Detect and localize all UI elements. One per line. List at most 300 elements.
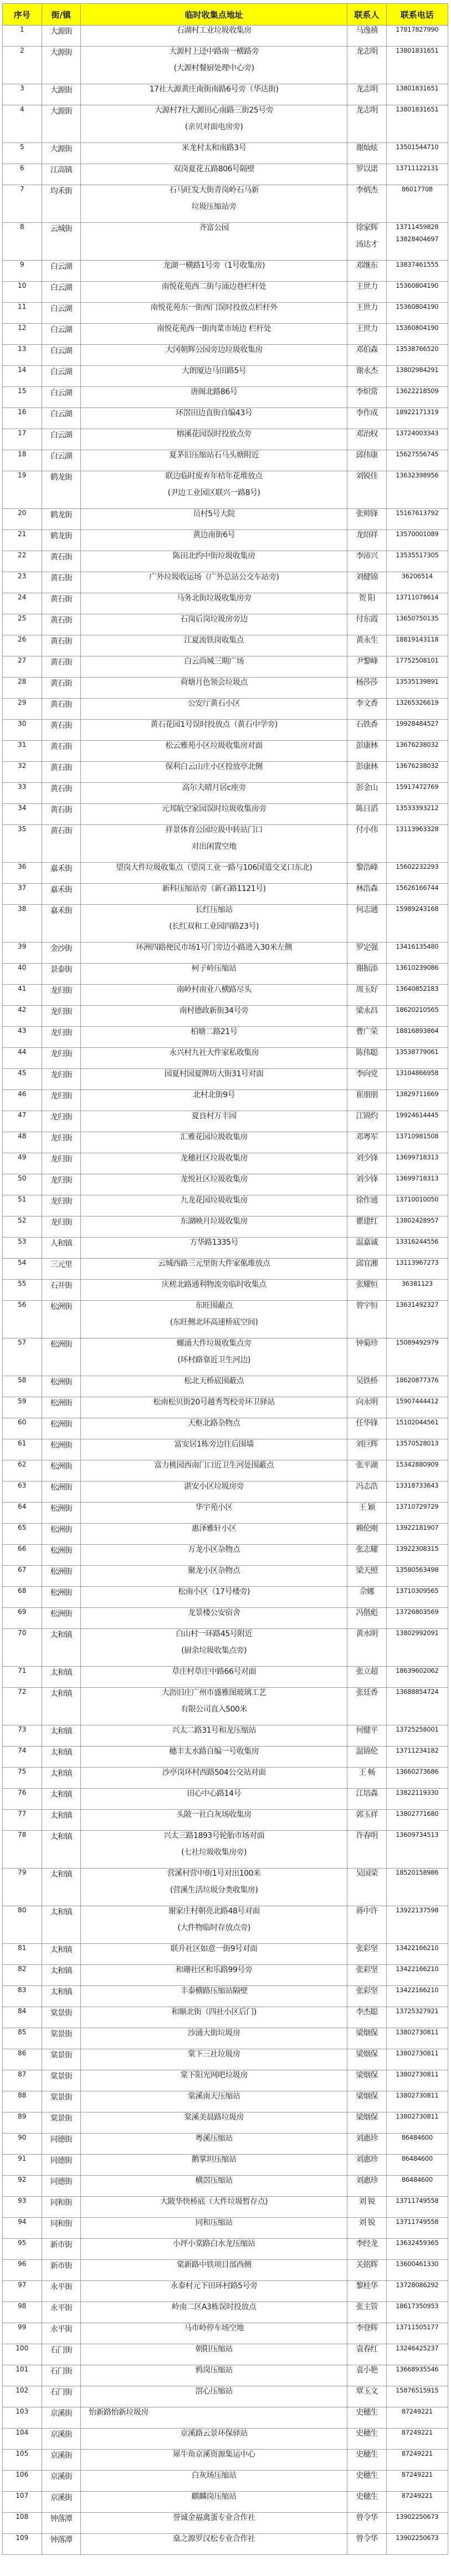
address-cell: [81, 1048, 347, 1069]
serial-no-cell: 82: [3, 1965, 42, 1986]
phone-number: 13711122131: [396, 164, 439, 172]
table-row: [3, 1027, 448, 1048]
contact-person-cell: [347, 635, 387, 656]
contact-name: 张主管: [356, 2303, 378, 2312]
phone-number: 13668935546: [396, 2365, 439, 2373]
serial-no-cell: 43: [3, 1027, 42, 1048]
contact-phone-cell: [386, 26, 448, 47]
contact-person-cell: [347, 2492, 387, 2513]
address-cell: [81, 105, 347, 143]
address-line: 同和压缩站: [195, 2218, 233, 2227]
address-line: 营溪村营中街1号对出100米: [167, 1869, 261, 1878]
contact-name: 龙志明: [356, 106, 378, 115]
address-line: 大朗厦边马田路5号: [181, 366, 247, 375]
street-town-cell: 京溪街: [42, 2407, 81, 2429]
street-town-cell: 鹤龙街: [42, 509, 81, 530]
street-town-cell: 龙归街: [42, 1006, 81, 1027]
contact-phone-cell: [386, 720, 448, 741]
table-row: [3, 1503, 448, 1524]
table-row: [3, 614, 448, 635]
phone-number: 13728086292: [396, 2281, 439, 2289]
contact-name: 赖伦刚: [356, 1524, 378, 1533]
address-line: 鸦岗压缩站: [195, 2366, 233, 2375]
address-line: 大冈朝辉公园旁边垃圾收集房: [165, 345, 263, 354]
contact-name: 袁小艳: [356, 2366, 378, 2375]
table-row: [3, 2365, 448, 2386]
phone-number: 87249221: [401, 2492, 433, 2499]
table-row: [3, 985, 448, 1006]
street-town-cell: 石井街: [42, 1280, 81, 1301]
table-row: [3, 105, 448, 143]
phone-number: 13802984291: [396, 366, 439, 374]
table-row: [3, 2091, 448, 2112]
street-town-cell: 太和镇: [42, 1906, 81, 1944]
address-cell: [81, 1587, 347, 1608]
address-cell: [81, 509, 347, 530]
address-line: 九龙花园垃圾收集房: [180, 1196, 248, 1205]
serial-no-cell: 101: [3, 2365, 42, 2386]
street-town-cell: 龙归街: [42, 1048, 81, 1069]
serial-no-cell: 35: [3, 825, 42, 863]
contact-person-cell: [347, 1376, 387, 1397]
serial-no-cell: 49: [3, 1153, 42, 1174]
address-cell: [81, 2344, 347, 2365]
contact-name: 王世力: [356, 324, 378, 333]
address-cell: [81, 1238, 347, 1259]
serial-no-cell: 64: [3, 1503, 42, 1524]
table-row: [3, 408, 448, 429]
address-cell: [81, 1629, 347, 1667]
contact-phone-cell: [386, 1338, 448, 1376]
serial-no-cell: 51: [3, 1195, 42, 1216]
contact-phone-cell: [386, 1418, 448, 1439]
phone-number: 15360804190: [396, 303, 439, 310]
street-town-cell: 龙归街: [42, 1090, 81, 1111]
address-line: 南悦花苑东一街西门误时投放点栏杆外: [150, 303, 278, 312]
phone-number: 13535517305: [396, 551, 439, 559]
contact-person-cell: [347, 429, 387, 450]
phone-number: 13501544710: [396, 143, 439, 151]
table-row: [3, 1869, 448, 1906]
street-town-cell: 黄石街: [42, 825, 81, 863]
contact-person-cell: [347, 1027, 387, 1048]
street-town-cell: 江高镇: [42, 164, 81, 185]
contact-person-cell: [347, 1524, 387, 1545]
table-row: [3, 1195, 448, 1216]
serial-no-cell: 40: [3, 964, 42, 985]
serial-no-cell: 105: [3, 2450, 42, 2471]
table-row: [3, 656, 448, 678]
phone-number: 17817827990: [396, 26, 439, 33]
serial-no-cell: 28: [3, 678, 42, 699]
table-row: [3, 2112, 448, 2134]
address-line: 鹅掌坦压缩站: [191, 2155, 237, 2164]
address-line: 犀牛角京溪资源集运中心: [172, 2450, 255, 2459]
street-town-cell: 永平街: [42, 2302, 81, 2323]
table-row: [3, 2323, 448, 2344]
contact-phone-cell: [386, 614, 448, 635]
address-line: 京溪路云景环保驿站: [180, 2429, 248, 2438]
table-row: [3, 2429, 448, 2450]
address-line: 怡新路怡新垃圾房: [89, 2408, 149, 2417]
street-town-cell: 石门街: [42, 2386, 81, 2407]
table-row: [3, 1301, 448, 1338]
header-address: 临时收集点地址: [81, 4, 347, 26]
street-town-cell: 龙归街: [42, 1195, 81, 1216]
contact-name: 刘少锋: [356, 1175, 378, 1184]
address-cell: [81, 2323, 347, 2344]
street-town-cell: 黄石街: [42, 783, 81, 804]
serial-no-cell: 93: [3, 2197, 42, 2218]
table-body: [3, 26, 448, 2555]
contact-person-cell: [347, 2534, 387, 2555]
address-cell: [81, 1153, 347, 1174]
phone-number: 18639602062: [396, 1667, 439, 1674]
table-row: [3, 1524, 448, 1545]
contact-name: 李向党: [356, 1070, 378, 1078]
street-town-cell: 松洲街: [42, 1503, 81, 1524]
phone-number: 13710010050: [396, 1195, 439, 1203]
contact-name: 杨莎莎: [356, 678, 378, 687]
table-row: [3, 905, 448, 943]
contact-person-cell: [347, 1747, 387, 1768]
contact-person-cell: [347, 2112, 387, 2134]
serial-no-cell: 81: [3, 1944, 42, 1965]
address-cell: [81, 635, 347, 656]
street-town-cell: 龙归街: [42, 1132, 81, 1153]
contact-phone-cell: [386, 185, 448, 223]
table-row: [3, 1132, 448, 1153]
contact-phone-cell: [386, 1725, 448, 1747]
street-town-cell: 太和镇: [42, 1831, 81, 1869]
serial-no-cell: 46: [3, 1090, 42, 1111]
address-line: (大源村餐厨处理中心旁): [173, 64, 254, 73]
address-line: 米龙村太和南路3号: [181, 144, 247, 152]
address-cell: [81, 26, 347, 47]
contact-phone-cell: [386, 1111, 448, 1132]
address-cell: [81, 1069, 347, 1090]
phone-number: 17752508101: [396, 656, 439, 664]
contact-person-cell: [347, 1768, 387, 1789]
table-row: [3, 324, 448, 345]
contact-phone-cell: [386, 1545, 448, 1566]
contact-person-cell: [347, 282, 387, 303]
serial-no-cell: 76: [3, 1789, 42, 1810]
phone-number: 13422166210: [396, 1944, 439, 1952]
serial-no-cell: 108: [3, 2513, 42, 2534]
contact-name: 邓伯森: [356, 345, 378, 354]
contact-name: 刘 锐: [358, 2197, 375, 2206]
table-row: [3, 1545, 448, 1566]
street-town-cell: 太和镇: [42, 1725, 81, 1747]
contact-name: 曾令华: [356, 2534, 378, 2543]
contact-person-cell: [347, 1831, 387, 1869]
contact-name: 彭金山: [356, 783, 378, 792]
serial-no-cell: 25: [3, 614, 42, 635]
header-contact-phone: 联系电话: [386, 4, 448, 26]
contact-phone-cell: [386, 1768, 448, 1789]
address-line: 石岗后岗垃圾房旁边: [180, 615, 248, 624]
serial-no-cell: 90: [3, 2134, 42, 2155]
contact-phone-cell: [386, 863, 448, 884]
phone-number: 13660273686: [396, 1768, 439, 1775]
contact-name: 徐家辉: [356, 223, 378, 232]
contact-name: 史穗生: [356, 2471, 378, 2480]
phone-number: 13609734513: [396, 1831, 439, 1839]
address-line: 螺涌大件垃圾收集点旁: [176, 1339, 252, 1348]
phone-number: 18816893864: [396, 1027, 439, 1035]
contact-phone-cell: [386, 1986, 448, 2007]
contact-person-cell: [347, 1965, 387, 1986]
address-cell: [81, 699, 347, 720]
phone-number: 13265326619: [396, 699, 439, 706]
phone-number: 13711459828: [396, 223, 439, 231]
address-line: 陈田北约中街垃圾收集房: [172, 552, 255, 561]
contact-person-cell: [347, 825, 387, 863]
phone-number: 13570001089: [396, 530, 439, 538]
contact-phone-cell: [386, 450, 448, 471]
contact-phone-cell: [386, 1238, 448, 1259]
phone-number: 13610239086: [396, 964, 439, 971]
street-town-cell: 景泰街: [42, 964, 81, 985]
address-cell: [81, 2513, 347, 2534]
address-cell: [81, 1006, 347, 1027]
phone-number: 86017708: [401, 185, 433, 193]
address-line: 方华路1335号: [189, 1238, 238, 1247]
contact-person-cell: [347, 1153, 387, 1174]
table-row: [3, 2386, 448, 2407]
address-cell: [81, 185, 347, 223]
phone-number: 13538766520: [396, 345, 439, 353]
contact-person-cell: [347, 47, 387, 84]
contact-person-cell: [347, 1338, 387, 1376]
contact-name: 黄永生: [356, 636, 378, 645]
serial-no-cell: 3: [3, 84, 42, 105]
address-cell: [81, 2155, 347, 2176]
contact-name: 林浩森: [356, 884, 378, 893]
serial-no-cell: 69: [3, 1608, 42, 1629]
address-cell: [81, 1965, 347, 1986]
table-row: [3, 1338, 448, 1376]
address-cell: [81, 1747, 347, 1768]
address-cell: [81, 1810, 347, 1831]
address-line: 麒麟岗压缩站: [191, 2492, 237, 2501]
contact-person-cell: [347, 324, 387, 345]
serial-no-cell: 84: [3, 2007, 42, 2028]
table-row: [3, 84, 448, 105]
street-town-cell: 嘉禾街: [42, 905, 81, 943]
serial-no-cell: 29: [3, 699, 42, 720]
contact-person-cell: [347, 164, 387, 185]
table-row: [3, 1397, 448, 1418]
contact-phone-cell: [386, 635, 448, 656]
contact-person-cell: [347, 593, 387, 614]
serial-no-cell: 109: [3, 2534, 42, 2555]
table-row: [3, 1482, 448, 1503]
address-line: 双岗夏花五路806号隔壁: [173, 165, 255, 174]
table-row: [3, 1418, 448, 1439]
contact-person-cell: [347, 1439, 387, 1460]
contact-phone-cell: [386, 1397, 448, 1418]
street-town-cell: 龙归街: [42, 1174, 81, 1195]
contact-phone-cell: [386, 884, 448, 905]
contact-name: 冯志浩: [356, 1482, 378, 1491]
street-town-cell: 太和镇: [42, 1944, 81, 1965]
table-row: [3, 678, 448, 699]
address-cell: [81, 1768, 347, 1789]
street-town-cell: 大源街: [42, 26, 81, 47]
address-cell: [81, 2007, 347, 2028]
contact-name: 覃玉文: [356, 2387, 378, 2396]
contact-phone-cell: [386, 2471, 448, 2492]
address-line: 棠溪美晨路垃圾房: [184, 2113, 244, 2122]
address-cell: [81, 1460, 347, 1482]
address-cell: [81, 1869, 347, 1906]
address-line: 南悦花苑西二街与涌边巷栏杆处: [161, 282, 266, 291]
serial-no-cell: 102: [3, 2386, 42, 2407]
contact-name: 梁天照: [356, 1566, 378, 1575]
address-cell: [81, 1667, 347, 1688]
street-town-cell: 黄石街: [42, 656, 81, 678]
phone-number: 13710309565: [396, 1587, 439, 1595]
contact-phone-cell: [386, 2239, 448, 2260]
contact-phone-cell: [386, 1667, 448, 1688]
table-row: [3, 1667, 448, 1688]
table-row: [3, 185, 448, 223]
contact-phone-cell: [386, 429, 448, 450]
street-town-cell: 永平街: [42, 2281, 81, 2302]
contact-phone-cell: [386, 2260, 448, 2281]
phone-number: 13710729729: [396, 1503, 439, 1510]
serial-no-cell: 88: [3, 2091, 42, 2112]
contact-name: 张彩坚: [356, 1987, 378, 1995]
contact-person-cell: [347, 1810, 387, 1831]
street-town-cell: 黄石街: [42, 593, 81, 614]
contact-person-cell: [347, 143, 387, 164]
phone-number: 87249221: [401, 2429, 433, 2436]
contact-phone-cell: [386, 1629, 448, 1667]
contact-name: 王 畅: [358, 1768, 375, 1777]
phone-number: 13710981508: [396, 1132, 439, 1140]
address-cell: [81, 303, 347, 324]
table-row: [3, 1944, 448, 1965]
serial-no-cell: 13: [3, 345, 42, 366]
contact-name: 王世力: [356, 303, 378, 312]
street-town-cell: 大源街: [42, 47, 81, 84]
address-cell: [81, 366, 347, 387]
street-town-cell: 棠景街: [42, 2091, 81, 2112]
contact-phone-cell: [386, 2007, 448, 2028]
phone-number: 13822119330: [396, 1789, 439, 1796]
address-cell: [81, 1831, 347, 1869]
contact-phone-cell: [386, 2534, 448, 2555]
serial-no-cell: 78: [3, 1831, 42, 1869]
contact-name: 蒋中许: [356, 1907, 378, 1916]
address-cell: [81, 1608, 347, 1629]
address-line: 唐阁北路86号: [190, 388, 238, 396]
serial-no-cell: 22: [3, 551, 42, 572]
serial-no-cell: 48: [3, 1132, 42, 1153]
table-row: [3, 47, 448, 84]
serial-no-cell: 23: [3, 572, 42, 593]
contact-name: 梁烟保: [356, 2029, 378, 2038]
contact-phone-cell: [386, 1195, 448, 1216]
table-row: [3, 2302, 448, 2323]
contact-phone-cell: [386, 825, 448, 863]
serial-no-cell: 5: [3, 143, 42, 164]
contact-person-cell: [347, 1238, 387, 1259]
street-town-cell: 白云湖: [42, 429, 81, 450]
serial-no-cell: 58: [3, 1376, 42, 1397]
contact-phone-cell: [386, 572, 448, 593]
contact-phone-cell: [386, 2091, 448, 2112]
serial-no-cell: 50: [3, 1174, 42, 1195]
contact-phone-cell: [386, 1747, 448, 1768]
address-cell: [81, 530, 347, 551]
address-cell: [81, 2492, 347, 2513]
serial-no-cell: 21: [3, 530, 42, 551]
address-cell: [81, 471, 347, 509]
phone-number: 13902250673: [396, 2534, 439, 2542]
contact-name: 刘 锐: [358, 2218, 375, 2227]
phone-number: 87249221: [401, 2471, 433, 2478]
phone-number: 13828404697: [396, 235, 439, 243]
contact-name: 陈日滔: [356, 805, 378, 813]
address-cell: [81, 1259, 347, 1280]
contact-name: 任华锋: [356, 1419, 378, 1428]
address-line: 龙湖一横路1号旁（1号收集房): [163, 261, 265, 270]
serial-no-cell: 14: [3, 366, 42, 387]
address-line: 永兴村九社大件家私收集房: [169, 1048, 259, 1057]
table-row: [3, 1629, 448, 1667]
address-line: 誉诚金福禽蛋专业合作社: [172, 2513, 255, 2522]
address-cell: [81, 2429, 347, 2450]
address-cell: [81, 2197, 347, 2218]
street-town-cell: 嘉禾街: [42, 863, 81, 884]
contact-phone-cell: [386, 223, 448, 261]
contact-name: 邱宜湘: [356, 1259, 378, 1268]
serial-no-cell: 104: [3, 2429, 42, 2450]
table-row: [3, 2407, 448, 2429]
contact-person-cell: [347, 450, 387, 471]
address-cell: [81, 2386, 347, 2407]
phone-number: 86484600: [401, 2155, 433, 2162]
serial-no-cell: 75: [3, 1768, 42, 1789]
phone-number: 15627556745: [396, 450, 439, 458]
table-row: [3, 2028, 448, 2049]
contact-phone-cell: [386, 2407, 448, 2429]
contact-name: 钟菊珍: [356, 1339, 378, 1348]
address-line: 棠下三社垃圾房: [187, 2050, 240, 2059]
contact-name: 梁烟保: [356, 2113, 378, 2122]
address-line: 富安居1栋旁边往后围墙: [174, 1440, 254, 1449]
address-cell: [81, 1482, 347, 1503]
serial-no-cell: 2: [3, 47, 42, 84]
address-line: 保利白云山庄小区投放亭北侧: [165, 762, 263, 771]
contact-name: 汤达才: [356, 240, 378, 249]
serial-no-cell: 63: [3, 1482, 42, 1503]
phone-number: 18617350953: [396, 2302, 439, 2310]
street-town-cell: 石门街: [42, 2344, 81, 2365]
contact-phone-cell: [386, 1006, 448, 1027]
contact-name: 崔朋朋: [356, 1091, 378, 1099]
contact-phone-cell: [386, 324, 448, 345]
table-row: [3, 2155, 448, 2176]
street-town-cell: 黄石街: [42, 678, 81, 699]
address-cell: [81, 1301, 347, 1338]
address-cell: [81, 1132, 347, 1153]
contact-person-cell: [347, 614, 387, 635]
